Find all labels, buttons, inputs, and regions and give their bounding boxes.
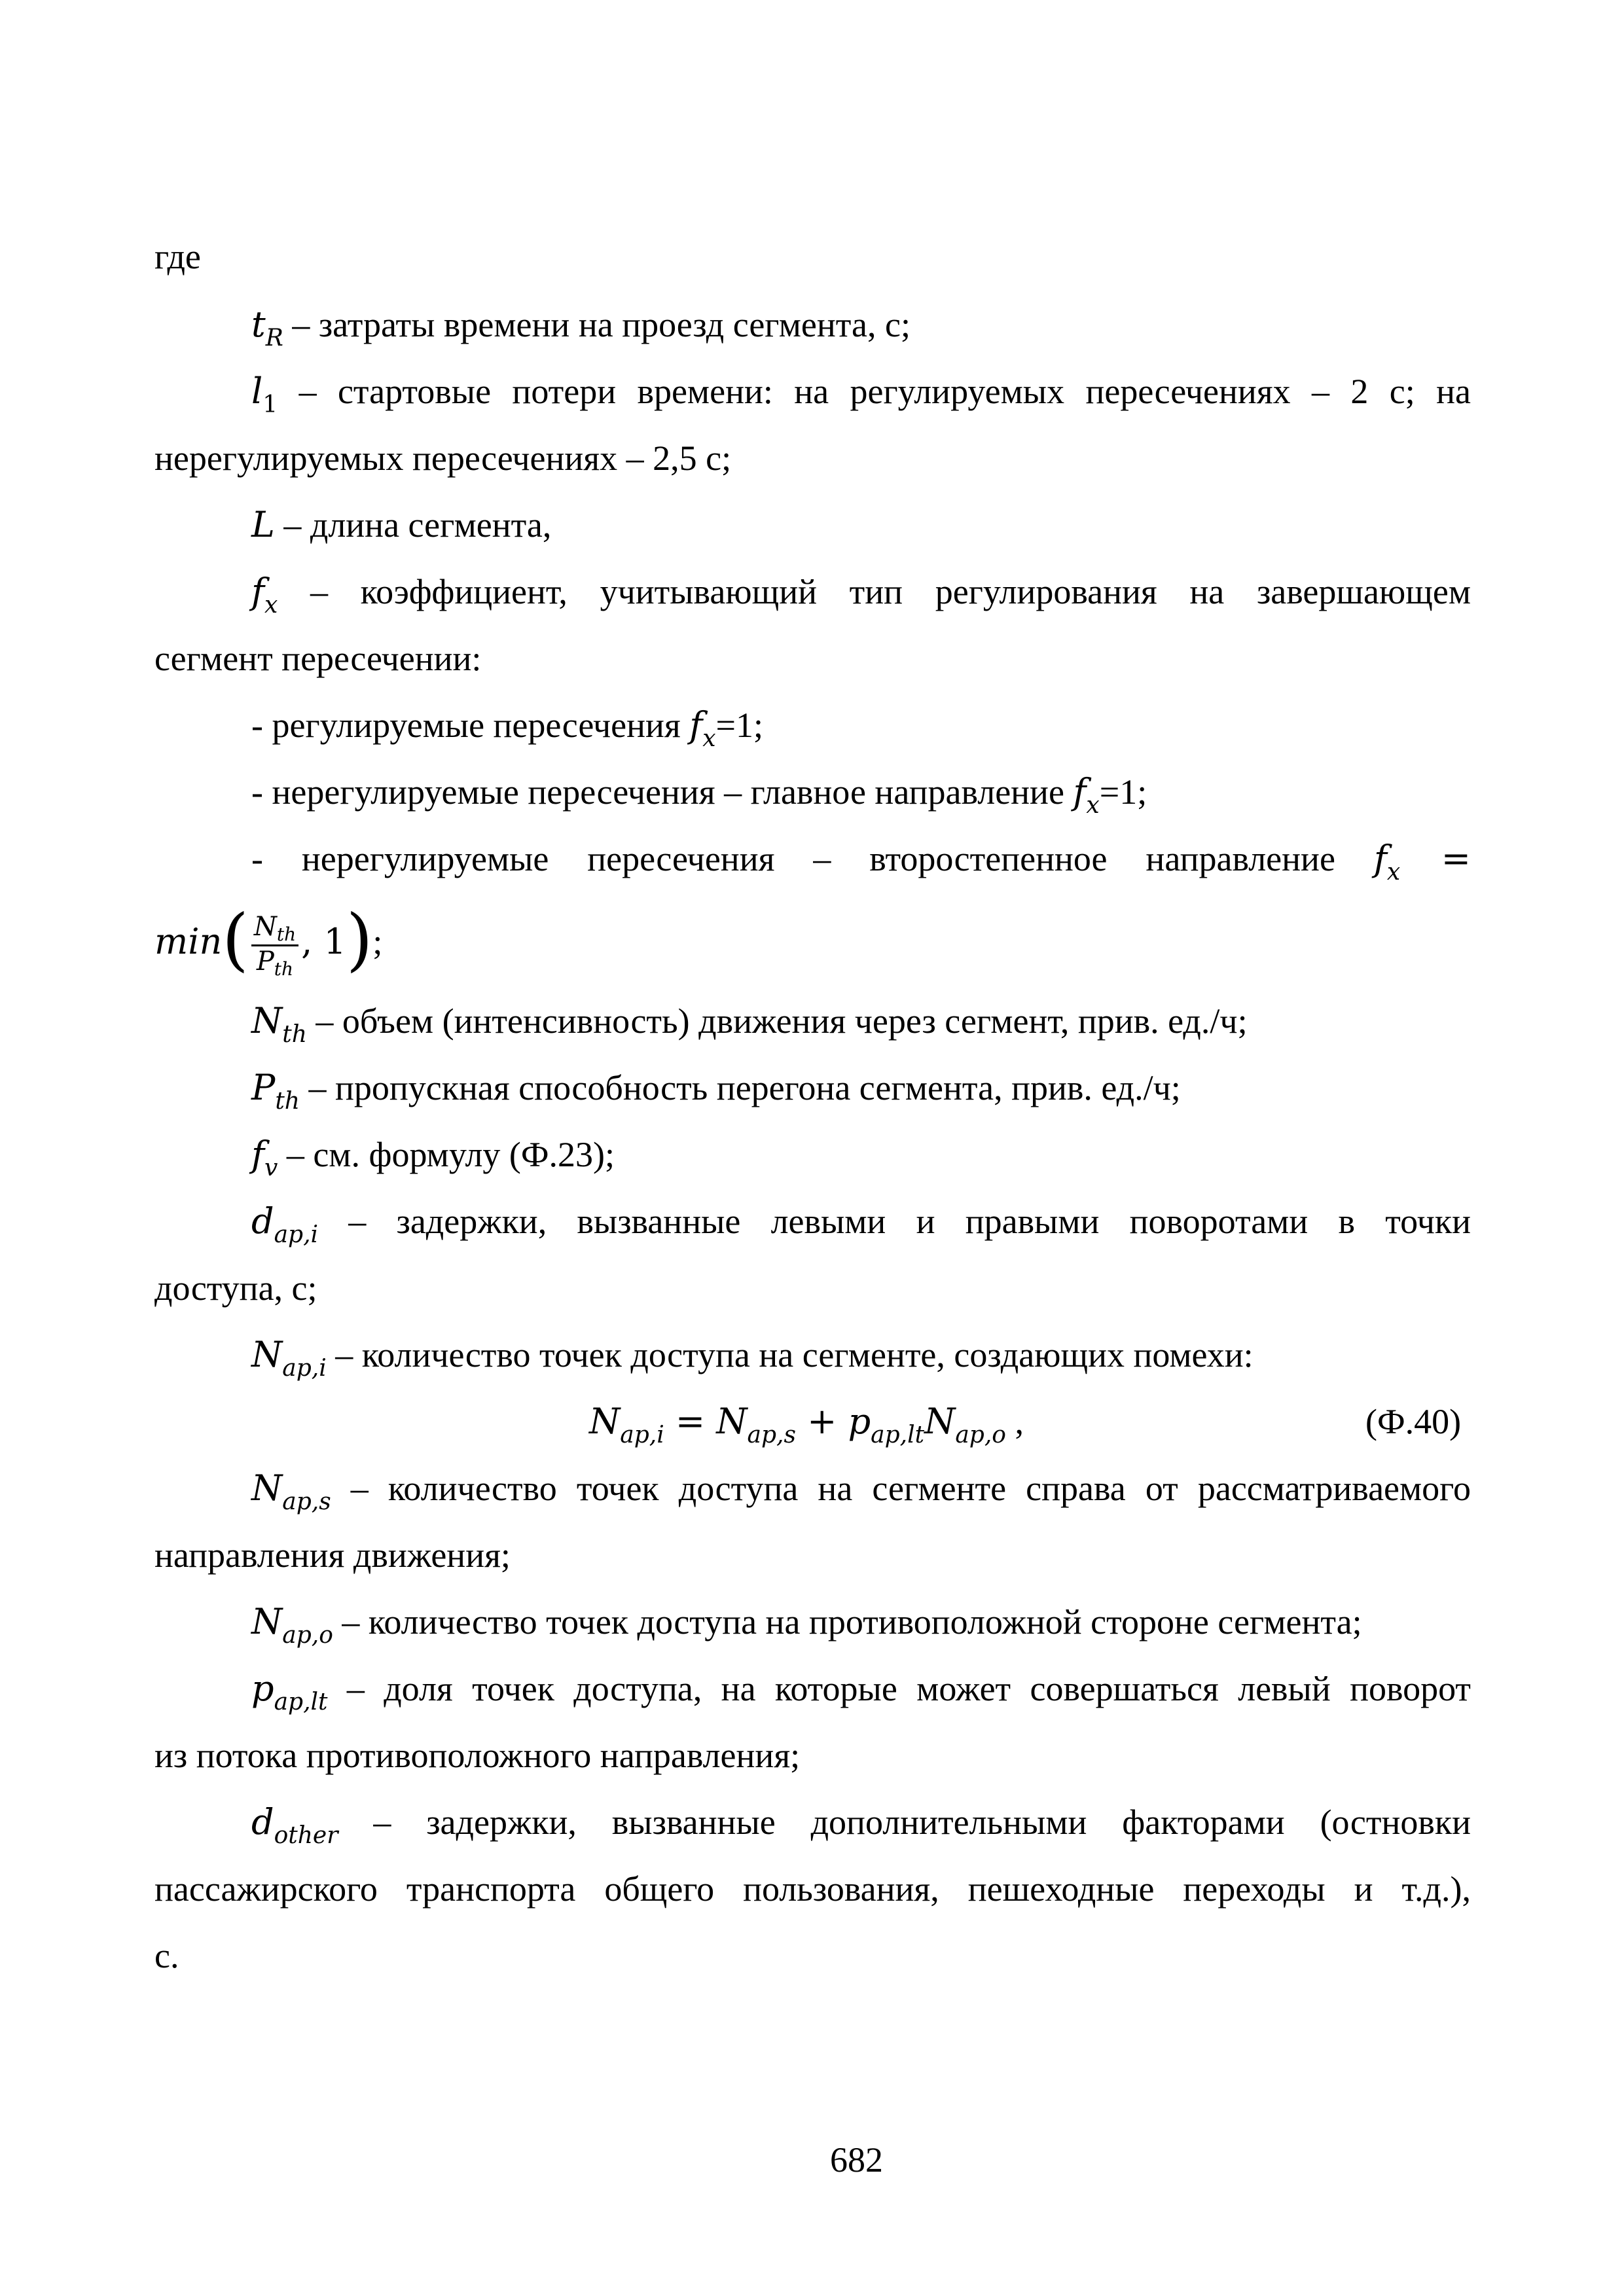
equals-sign: = (1400, 838, 1471, 879)
symbol-sub: x (1386, 859, 1401, 886)
formula-term3: N (924, 1401, 956, 1442)
formula-term2-sub: ap,lt (871, 1422, 925, 1448)
bullet-3-line2 (154, 899, 383, 982)
def-Naps-line2: направления движения; (154, 1535, 511, 1575)
symbol-sub: x (1086, 792, 1100, 819)
symbol: P (251, 1067, 276, 1108)
symbol-sub: 1 (262, 391, 278, 418)
symbol: f (251, 1134, 264, 1175)
def-dother-line2: пассажирского транспорта общего пользования, пешеходные переходы и т.д.), (154, 1869, 1471, 1909)
num-sub: th (276, 924, 297, 946)
symbol-sub: ap,s (282, 1488, 331, 1515)
symbol-sub: x (264, 592, 278, 619)
def-text: – объем (интенсивность) движения через сегмент, прив. ед./ч; (306, 1001, 1248, 1041)
def-text: – см. формулу (Ф.23); (278, 1135, 615, 1174)
def-Naps-line1 (251, 1469, 1471, 1513)
def-l1-line2: нерегулируемых пересечениях – 2,5 с; (154, 439, 732, 478)
bullet-2 (251, 771, 1147, 819)
symbol: N (251, 1601, 283, 1642)
def-text: – пропускная способность перегона сегмента, прив. ед./ч; (300, 1068, 1181, 1107)
def-Napo (251, 1601, 1362, 1649)
den-sub: th (274, 958, 294, 980)
def-text: – длина сегмента, (274, 505, 552, 545)
symbol-sub: x (702, 725, 716, 752)
symbol: d (251, 1801, 274, 1842)
symbol: l (251, 370, 263, 412)
left-paren: ( (222, 899, 249, 979)
bullet-text: - регулируемые пересечения (251, 706, 690, 745)
def-text: – стартовые потери времени: на регулируемых пересечениях – 2 с; на (278, 372, 1471, 411)
formula-lhs-sub: ap,i (620, 1422, 664, 1448)
def-text: – задержки, вызванные левыми и правыми поворотами в точки (318, 1202, 1471, 1241)
symbol-sub: R (265, 325, 283, 351)
right-paren: ) (346, 899, 373, 979)
symbol: d (251, 1200, 274, 1242)
def-dother-line3: с. (154, 1936, 179, 1975)
def-dapi-line1 (251, 1202, 1471, 1246)
symbol: f (1073, 771, 1087, 812)
formula-term1: N (716, 1401, 748, 1442)
symbol: f (251, 571, 264, 612)
def-Nth (251, 1000, 1248, 1048)
semicolon: ; (372, 922, 383, 961)
symbol-sub: other (274, 1822, 338, 1849)
formula-term3-sub: ap,o (955, 1422, 1006, 1448)
def-fv (251, 1135, 615, 1179)
def-text: – затраты времени на проезд сегмента, с; (283, 305, 911, 344)
formula-term1-sub: ap,s (747, 1422, 796, 1448)
symbol-sub: ap,i (282, 1355, 327, 1382)
den-symbol: P (256, 946, 274, 977)
fraction-numerator (251, 912, 298, 946)
def-dother-line1 (251, 1801, 1471, 1849)
symbol-sub: th (282, 1021, 307, 1048)
symbol-sub: th (275, 1088, 300, 1115)
formula-lhs: N (589, 1401, 621, 1442)
symbol: N (251, 1334, 283, 1375)
def-fx-line2: сегмент пересечении: (154, 639, 482, 678)
formula-tail: , (1005, 1402, 1024, 1441)
symbol-sub: v (264, 1155, 278, 1181)
def-fx-line1 (251, 571, 1471, 619)
def-text: – доля точек доступа, на которые может совершаться левый поворот (327, 1669, 1471, 1708)
formula-equals: = (664, 1401, 717, 1442)
formula-number: (Ф.40) (1365, 1402, 1462, 1441)
def-tR (251, 305, 911, 349)
fraction (251, 912, 298, 979)
symbol: p (251, 1668, 274, 1709)
bullet-value: =1; (1099, 772, 1147, 812)
bullet-text: - нерегулируемые пересечения – второстепенное направление (251, 839, 1374, 878)
def-L (251, 505, 551, 545)
min-second-arg: , 1 (301, 921, 346, 962)
symbol: L (251, 504, 275, 545)
def-text: – задержки, вызванные дополнительными факторами (остновки (338, 1803, 1471, 1842)
page-number: 682 (830, 2140, 883, 2179)
symbol: t (251, 304, 266, 345)
formula-term2: p (848, 1401, 871, 1442)
def-text: – количество точек доступа на сегменте справа от рассматриваемого (331, 1469, 1471, 1508)
def-dapi-line2: доступа, с; (154, 1268, 317, 1308)
bullet-text: - нерегулируемые пересечения – главное направление (251, 772, 1074, 812)
def-paplt-line2: из потока противоположного направления; (154, 1736, 801, 1775)
min-function: min (154, 921, 223, 962)
fraction-denominator (251, 946, 298, 979)
symbol: N (251, 1467, 283, 1509)
def-Pth (251, 1067, 1181, 1115)
def-l1-line1 (251, 372, 1471, 416)
symbol-sub: ap,o (282, 1622, 333, 1649)
def-Napi (251, 1334, 1254, 1382)
symbol-sub: ap,i (274, 1221, 319, 1248)
def-text: – количество точек доступа на сегменте, создающих помехи: (326, 1335, 1254, 1374)
def-paplt-line1 (251, 1669, 1471, 1713)
def-text: – коэффициент, учитывающий тип регулирования на завершающем (278, 572, 1471, 611)
bullet-3-line1 (251, 838, 1471, 886)
symbol: f (1373, 838, 1387, 879)
def-text: – количество точек доступа на противоположной стороне сегмента; (333, 1602, 1362, 1641)
formula-plus: + (795, 1401, 848, 1442)
symbol: N (251, 1000, 283, 1041)
bullet-value: =1; (715, 706, 764, 745)
formula-F40 (589, 1402, 1024, 1446)
num-symbol: N (253, 912, 277, 942)
intro-text: где (154, 237, 201, 276)
symbol: f (689, 704, 703, 745)
bullet-1 (251, 704, 764, 752)
symbol-sub: ap,lt (274, 1689, 328, 1715)
